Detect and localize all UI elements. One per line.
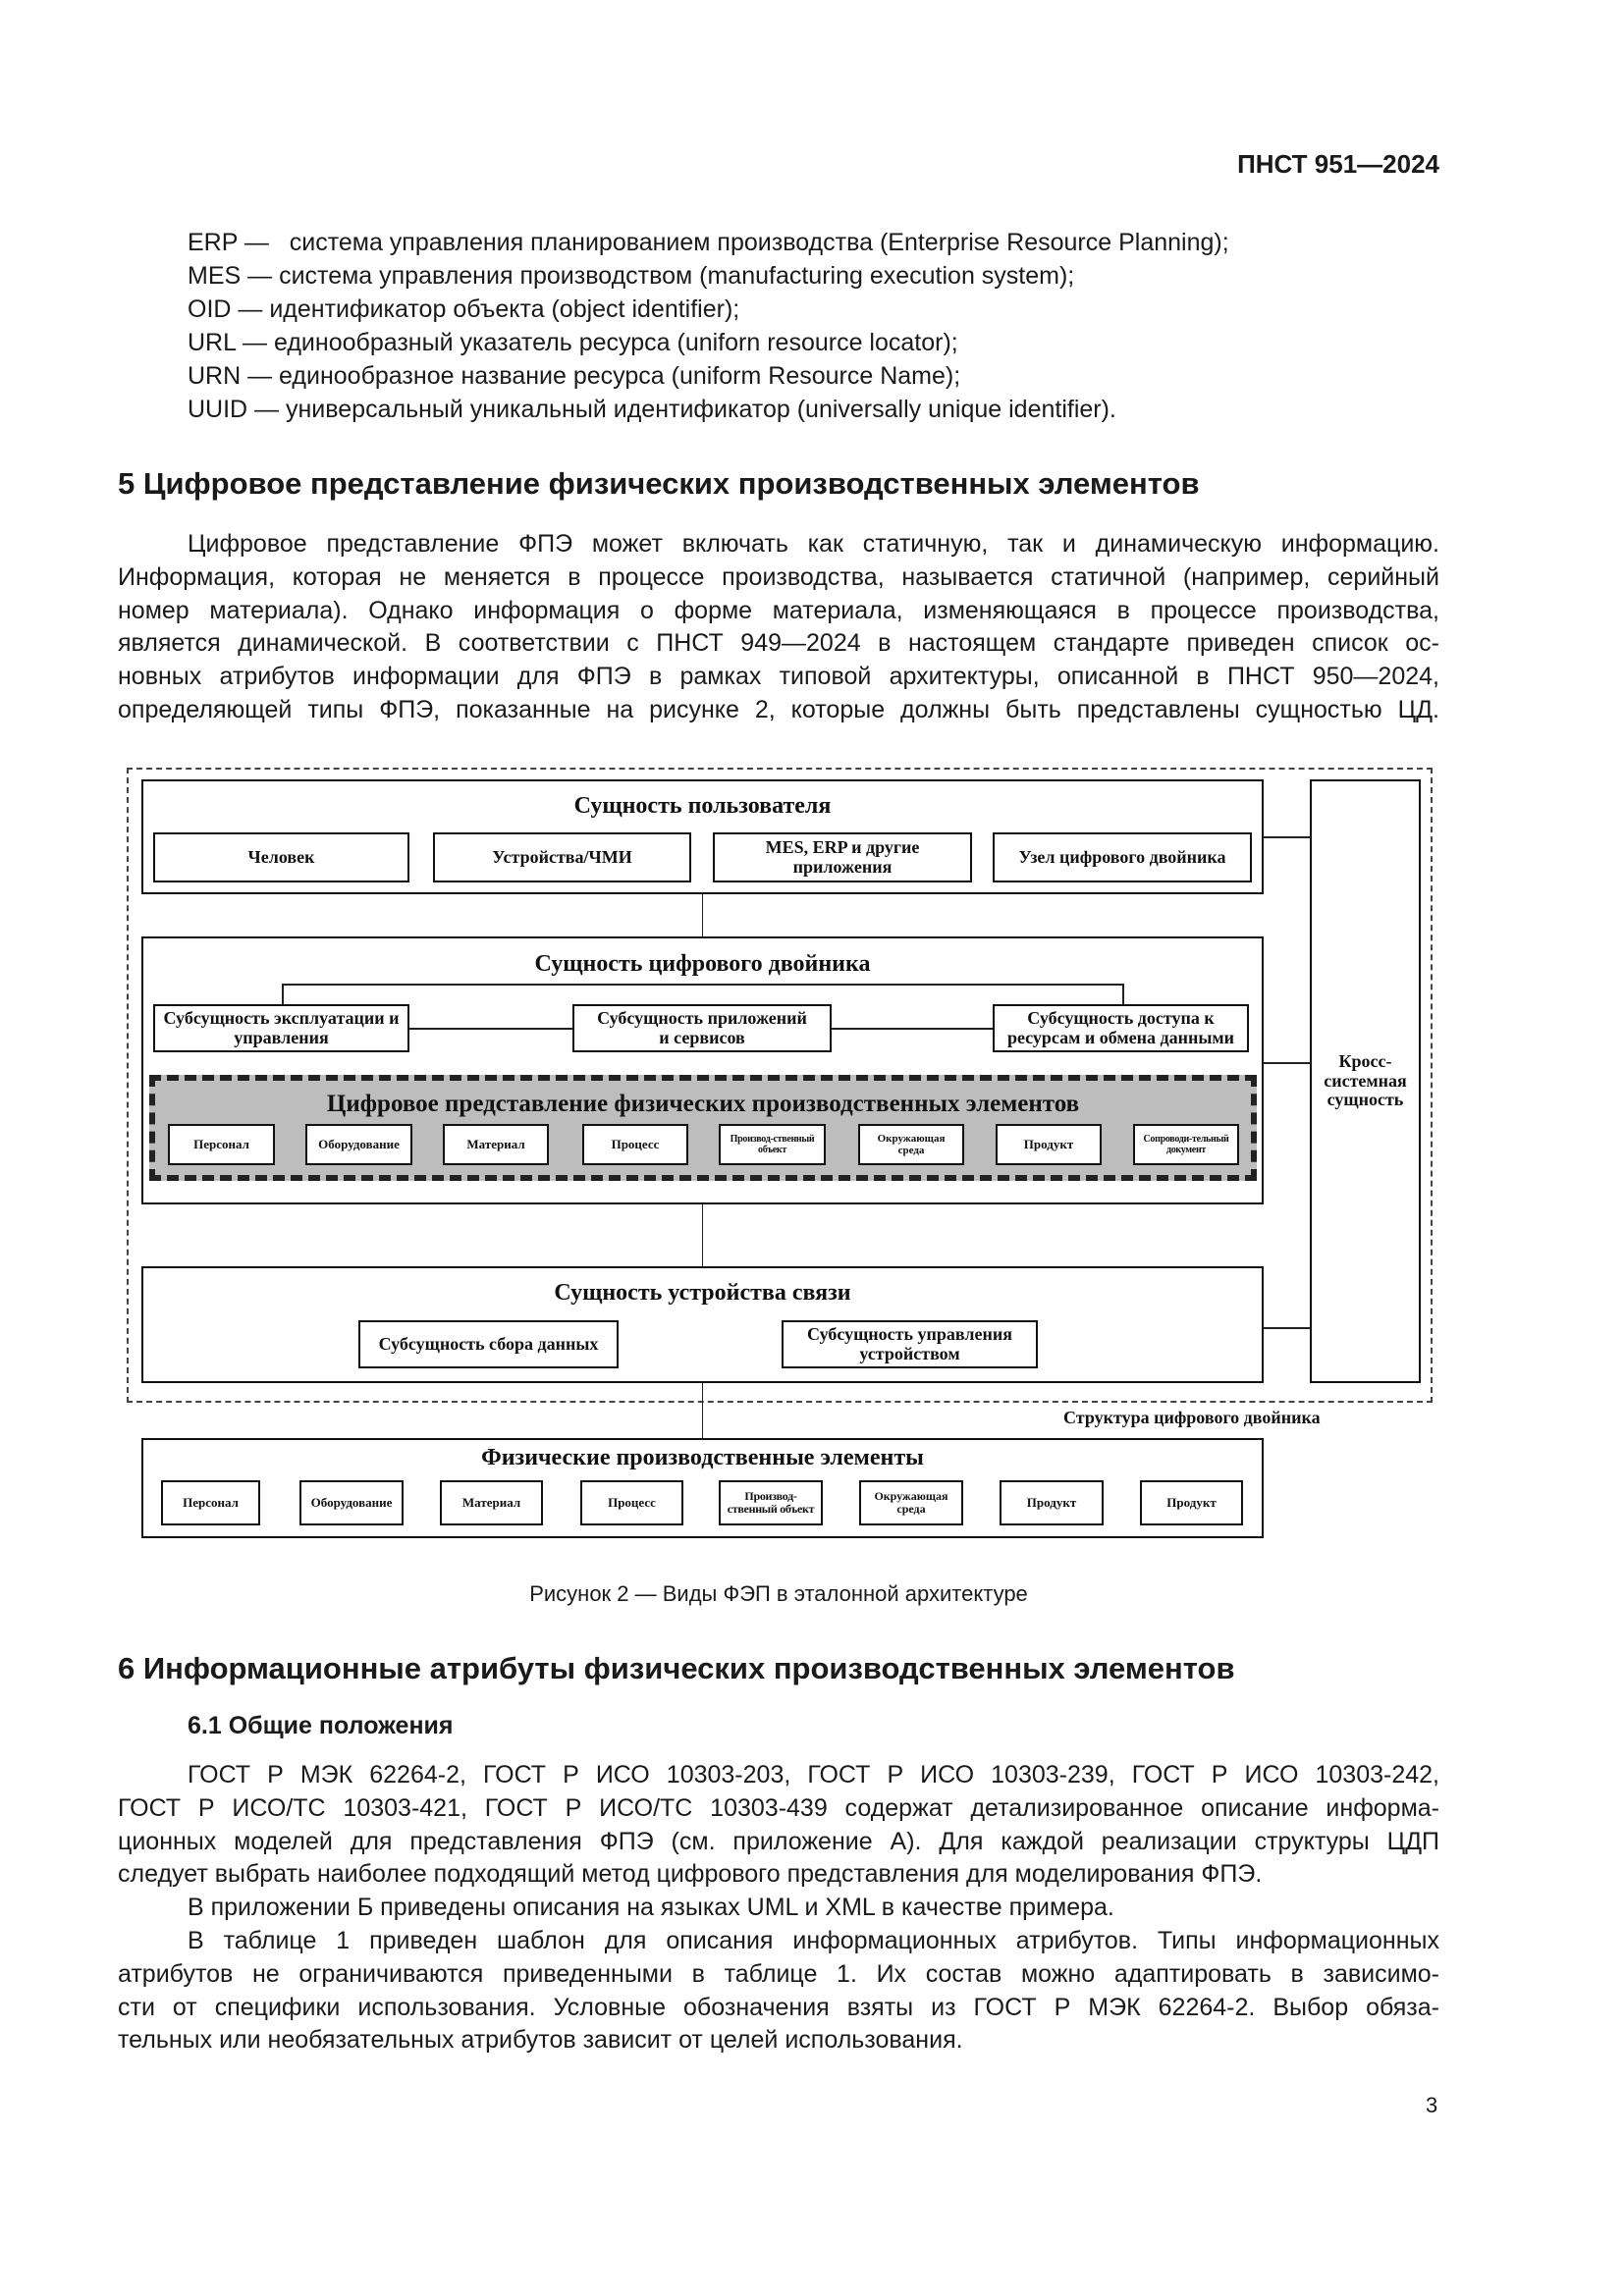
subsection-6-1-heading: 6.1 Общие положения: [188, 1712, 454, 1739]
physical-item: Продукт: [1140, 1480, 1243, 1525]
dt-subentity: Субсущность эксплуатации и управления: [153, 1004, 409, 1052]
dt-entity-title: Сущность цифрового двойника: [534, 951, 871, 977]
connector: [1264, 1062, 1310, 1064]
abbreviation: URN — единообразное название ресурса (uniform Resource Name);: [188, 362, 961, 390]
text-line: новных атрибутов информации для ФПЭ в рамках типовой архитектуры, описанной в ПНСТ 950—2024,: [118, 663, 1439, 691]
abbreviation: OID — идентификатор объекта (object identifier);: [188, 295, 740, 323]
user-item: Узел цифрового двойника: [993, 832, 1252, 882]
dt-subentity: Субсущность приложений и сервисов: [572, 1004, 832, 1052]
text-line: Информация, которая не меняется в процессе производства, называется статичной (например, серийный: [118, 562, 1439, 591]
text-line: тельных или необязательных атрибутов зависит от целей использования.: [118, 2026, 963, 2055]
text-line: ционных моделей для представления ФПЭ (см. приложение А). Для каждой реализации структуры ЦДП: [118, 1827, 1439, 1855]
user-entity-title: Сущность пользователя: [573, 793, 832, 819]
text-line: следует выбрать наиболее подходящий метод цифрового представления для моделирования ФПЭ.: [118, 1860, 1263, 1889]
page-number: 3: [1426, 2093, 1438, 2117]
physical-item: Персонал: [161, 1480, 260, 1525]
comm-subentity: Субсущность сбора данных: [358, 1320, 619, 1368]
text-line: сти от специфики использования. Условные обозначения взяты из ГОСТ Р МЭК 62264-2. Выбор обяза-: [118, 1993, 1439, 2021]
text-line: Цифровое представление ФПЭ может включать как статичную, так и динамическую информацию.: [188, 530, 1439, 558]
connector: [702, 894, 703, 936]
physical-item: Продукт: [1000, 1480, 1104, 1525]
digital-rep-item: Продукт: [996, 1124, 1102, 1165]
connector: [282, 984, 1124, 986]
digital-rep-item: Производ-ственный объект: [719, 1124, 826, 1165]
physical-item: Производ-ственный объект: [719, 1480, 823, 1525]
comm-entity-title: Сущность устройства связи: [554, 1280, 851, 1306]
user-item: Человек: [153, 832, 409, 882]
digital-rep-item: Оборудование: [305, 1124, 412, 1165]
connector: [1264, 1327, 1310, 1329]
connector: [702, 1383, 703, 1438]
text-line: ГОСТ Р МЭК 62264-2, ГОСТ Р ИСО 10303-203, ГОСТ Р ИСО 10303-239, ГОСТ Р ИСО 10303-242,: [188, 1761, 1439, 1789]
section-6-text: [118, 1759, 1439, 2057]
abbreviation: MES — система управления производством (manufacturing execution system);: [188, 262, 1075, 290]
connector: [702, 1204, 703, 1266]
document-id: ПНСТ 951—2024: [1237, 149, 1439, 179]
figure-caption: Рисунок 2 — Виды ФЭП в эталонной архитектуре: [529, 1581, 1028, 1606]
digital-rep-item: Окружающая среда: [858, 1124, 964, 1165]
physical-item: Оборудование: [299, 1480, 404, 1525]
abbreviation: URL — единообразный указатель ресурса (uniforn resource locator);: [188, 329, 958, 356]
user-item: Устройства/ЧМИ: [433, 832, 691, 882]
digital-representation-title: Цифровое представление физических производственных элементов: [326, 1091, 1080, 1117]
abbreviation: UUID — универсальный уникальный идентификатор (universally unique identifier).: [188, 396, 1116, 423]
section-5-heading: 5 Цифровое представление физических производственных элементов: [118, 466, 1200, 501]
structure-label: Структура цифрового двойника: [1063, 1408, 1321, 1427]
physical-item: Окружающая среда: [859, 1480, 963, 1525]
physical-elements-title: Физические производственные элементы: [481, 1445, 924, 1470]
abbreviation: ERP — система управления планированием производства (Enterprise Resource Planning);: [188, 229, 1229, 256]
digital-rep-item: Персонал: [168, 1124, 275, 1165]
digital-rep-item: Сопроводи-тельный документ: [1133, 1124, 1239, 1165]
text-line: атрибутов не ограничиваются приведенными в таблице 1. Их состав можно адаптировать в зависимо-: [118, 1959, 1439, 1988]
text-line: номер материала). Однако информация о форме материала, изменяющаяся в процессе производства,: [118, 596, 1439, 624]
user-item: MES, ERP и другие приложения: [713, 832, 972, 882]
dt-subentity: Субсущность доступа к ресурсам и обмена данными: [993, 1004, 1249, 1052]
text-line: определяющей типы ФПЭ, показанные на рисунке 2, которые должны быть представлены сущностью ЦД.: [118, 695, 1439, 723]
text-line: В таблице 1 приведен шаблон для описания информационных атрибутов. Типы информационных: [188, 1926, 1439, 1954]
physical-item: Материал: [440, 1480, 543, 1525]
text-line: ГОСТ Р ИСО/ТС 10303-421, ГОСТ Р ИСО/ТС 10303-439 содержат детализированное описание информа-: [118, 1793, 1439, 1822]
connector: [282, 984, 284, 1004]
cross-system-entity-box: Кросс-системная сущность: [1310, 779, 1421, 1383]
connector: [1264, 836, 1310, 838]
text-line: В приложении Б приведены описания на языках UML и XML в качестве примера.: [188, 1894, 1114, 1922]
section-6-heading: 6 Информационные атрибуты физических производственных элементов: [118, 1651, 1235, 1685]
comm-subentity: Субсущность управления устройством: [782, 1320, 1038, 1368]
physical-item: Процесс: [580, 1480, 683, 1525]
digital-rep-item: Материал: [443, 1124, 549, 1165]
connector: [1122, 984, 1124, 1004]
digital-rep-item: Процесс: [582, 1124, 688, 1165]
communication-device-entity-box: [141, 1266, 1264, 1383]
text-line: является динамической. В соответствии с ПНСТ 949—2024 в настоящем стандарте приведен список ос-: [118, 629, 1439, 658]
